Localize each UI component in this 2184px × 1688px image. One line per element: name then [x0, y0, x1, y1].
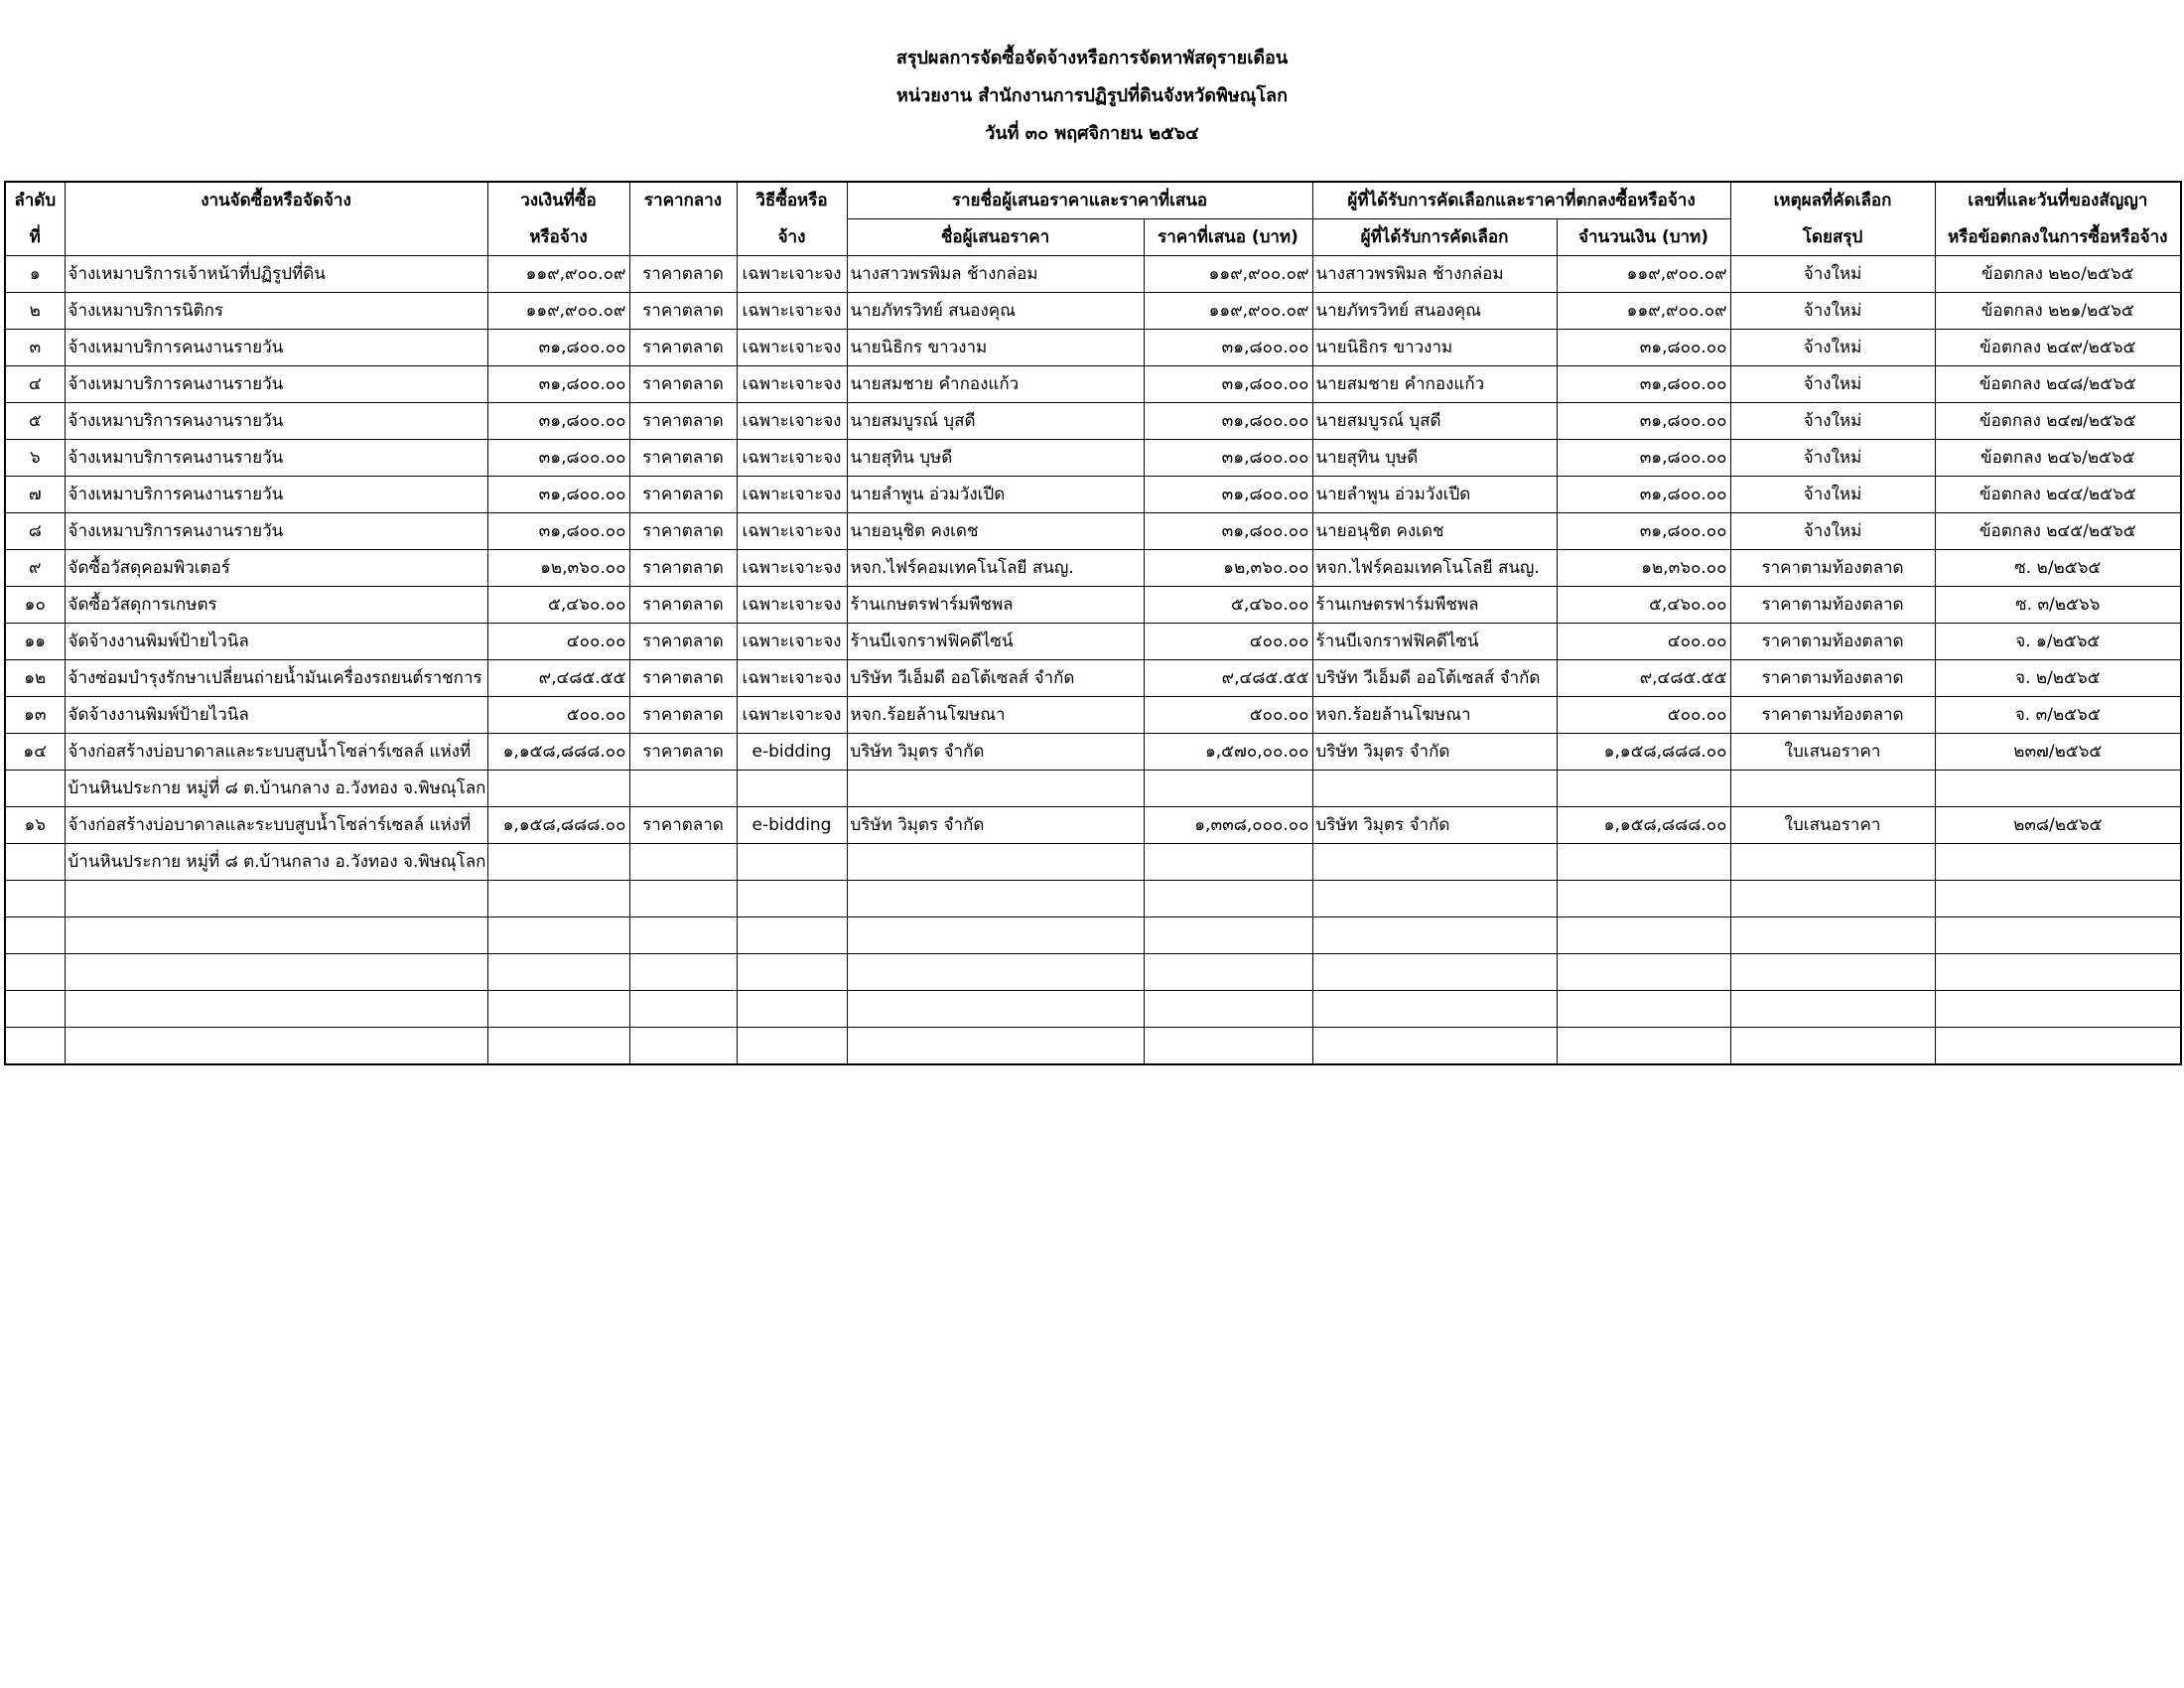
cell-reason — [1730, 844, 1935, 881]
cell-median: ราคาตลาด — [629, 403, 737, 440]
cell-median: ราคาตลาด — [629, 330, 737, 366]
table-row — [5, 844, 2181, 881]
cell-selected — [1312, 881, 1557, 917]
cell-selected: บริษัท วีเอ็มดี ออโต้เซลส์ จำกัด — [1312, 660, 1557, 697]
cell-median: ราคาตลาด — [629, 587, 737, 624]
cell-method: เฉพาะเจาะจง — [737, 440, 847, 477]
cell-no — [5, 844, 65, 881]
cell-work: จ้างก่อสร้างบ่อบาดาลและระบบสูบน้ำโซล่าร์เซลล์ แห่งที่ — [65, 734, 487, 771]
cell-work: จัดจ้างงานพิมพ์ป้ายไวนิล — [65, 624, 487, 660]
cell-contract: ๒๓๗/๒๕๖๕ — [1935, 734, 2181, 771]
cell-method — [737, 1028, 847, 1065]
cell-no: ๒ — [5, 293, 65, 330]
procurement-table — [4, 181, 2182, 1065]
cell-bidder: ร้านบีเจกราฟฟิคดีไซน์ — [847, 624, 1144, 660]
cell-reason: ราคาตามท้องตลาด — [1730, 660, 1935, 697]
cell-reason — [1730, 881, 1935, 917]
cell-method: เฉพาะเจาะจง — [737, 256, 847, 293]
cell-median: ราคาตลาด — [629, 477, 737, 513]
cell-amount — [1557, 917, 1730, 954]
cell-amount: ๑๑๙,๙๐๐.๐๙ — [1557, 293, 1730, 330]
cell-selected: ร้านบีเจกราฟฟิคดีไซน์ — [1312, 624, 1557, 660]
cell-bidder — [847, 771, 1144, 807]
cell-no — [5, 991, 65, 1028]
cell-reason: จ้างใหม่ — [1730, 440, 1935, 477]
cell-no — [5, 771, 65, 807]
cell-method: เฉพาะเจาะจง — [737, 697, 847, 734]
col-work-header-2 — [65, 219, 487, 256]
cell-contract: ข้อตกลง ๒๔๙/๒๕๖๕ — [1935, 330, 2181, 366]
table-row — [5, 256, 2181, 293]
col-bid-price-header: ราคาที่เสนอ (บาท) — [1144, 219, 1312, 256]
table-row — [5, 587, 2181, 624]
cell-selected — [1312, 954, 1557, 991]
col-method-header-2: จ้าง — [737, 219, 847, 256]
cell-work: จ้างเหมาบริการคนงานรายวัน — [65, 513, 487, 550]
cell-amount: ๑๒,๓๖๐.๐๐ — [1557, 550, 1730, 587]
cell-contract: ซ. ๒/๒๕๖๕ — [1935, 550, 2181, 587]
document-header — [0, 40, 2184, 153]
cell-contract: จ. ๒/๒๕๖๕ — [1935, 660, 2181, 697]
cell-bidder: หจก.ร้อยล้านโฆษณา — [847, 697, 1144, 734]
report-date: วันที่ ๓๐ พฤศจิกายน ๒๕๖๔ — [985, 123, 1199, 144]
table-row — [5, 513, 2181, 550]
cell-contract: ข้อตกลง ๒๒๐/๒๕๖๕ — [1935, 256, 2181, 293]
cell-bidder: นายลำพูน อ่วมวังเปีด — [847, 477, 1144, 513]
cell-contract: จ. ๓/๒๕๖๕ — [1935, 697, 2181, 734]
cell-work: จัดซื้อวัสดุการเกษตร — [65, 587, 487, 624]
cell-budget: ๑๒,๓๖๐.๐๐ — [487, 550, 629, 587]
cell-bidder: นายสมบูรณ์ บุสดี — [847, 403, 1144, 440]
cell-no: ๕ — [5, 403, 65, 440]
cell-bid-price — [1144, 991, 1312, 1028]
cell-median: ราคาตลาด — [629, 550, 737, 587]
cell-bid-price: ๕,๔๖๐.๐๐ — [1144, 587, 1312, 624]
cell-bidder: ร้านเกษตรฟาร์มพืชพล — [847, 587, 1144, 624]
cell-median: ราคาตลาด — [629, 697, 737, 734]
cell-reason — [1730, 954, 1935, 991]
table-row — [5, 697, 2181, 734]
cell-bidder — [847, 1028, 1144, 1065]
cell-bid-price: ๑,๓๓๘,๐๐๐.๐๐ — [1144, 807, 1312, 844]
cell-bidder: นายภัทรวิทย์ สนองคุณ — [847, 293, 1144, 330]
cell-bid-price — [1144, 917, 1312, 954]
cell-bid-price: ๑๑๙,๙๐๐.๐๙ — [1144, 256, 1312, 293]
cell-method — [737, 917, 847, 954]
cell-selected: นายสมชาย คำกองแก้ว — [1312, 366, 1557, 403]
cell-method — [737, 844, 847, 881]
cell-no: ๑๐ — [5, 587, 65, 624]
cell-no: ๖ — [5, 440, 65, 477]
cell-reason: ราคาตามท้องตลาด — [1730, 624, 1935, 660]
table-row — [5, 991, 2181, 1028]
cell-amount: ๕,๔๖๐.๐๐ — [1557, 587, 1730, 624]
cell-amount — [1557, 844, 1730, 881]
cell-contract: ข้อตกลง ๒๔๔/๒๕๖๕ — [1935, 477, 2181, 513]
table-row — [5, 440, 2181, 477]
cell-no — [5, 881, 65, 917]
cell-reason: ใบเสนอราคา — [1730, 734, 1935, 771]
cell-bidder: นางสาวพรพิมล ช้างกล่อม — [847, 256, 1144, 293]
table-row — [5, 477, 2181, 513]
cell-budget: ๓๑,๘๐๐.๐๐ — [487, 403, 629, 440]
col-bidders-group-header: รายชื่อผู้เสนอราคาและราคาที่เสนอ — [847, 182, 1312, 219]
cell-contract: ๒๓๘/๒๕๖๕ — [1935, 807, 2181, 844]
cell-median: ราคาตลาด — [629, 366, 737, 403]
table-row — [5, 330, 2181, 366]
cell-bidder — [847, 917, 1144, 954]
cell-work: จ้างเหมาบริการคนงานรายวัน — [65, 366, 487, 403]
cell-bid-price: ๓๑,๘๐๐.๐๐ — [1144, 477, 1312, 513]
cell-reason: จ้างใหม่ — [1730, 366, 1935, 403]
cell-median — [629, 991, 737, 1028]
cell-selected: นางสาวพรพิมล ช้างกล่อม — [1312, 256, 1557, 293]
cell-method: เฉพาะเจาะจง — [737, 587, 847, 624]
cell-work: จ้างซ่อมบำรุงรักษาเปลี่ยนถ่ายน้ำมันเครื่องรถยนต์ราชการ — [65, 660, 487, 697]
cell-budget: ๑๑๙,๙๐๐.๐๙ — [487, 256, 629, 293]
cell-work: จ้างเหมาบริการคนงานรายวัน — [65, 440, 487, 477]
agency-line: หน่วยงาน สำนักงานการปฏิรูปที่ดินจังหวัดพิษณุโลก — [896, 85, 1288, 106]
cell-method: เฉพาะเจาะจง — [737, 477, 847, 513]
cell-contract — [1935, 917, 2181, 954]
cell-amount: ๑,๑๕๘,๘๘๘.๐๐ — [1557, 807, 1730, 844]
cell-median — [629, 1028, 737, 1065]
cell-contract — [1935, 991, 2181, 1028]
cell-budget: ๕,๔๖๐.๐๐ — [487, 587, 629, 624]
cell-method — [737, 771, 847, 807]
cell-contract — [1935, 954, 2181, 991]
cell-method — [737, 954, 847, 991]
cell-budget: ๑๑๙,๙๐๐.๐๙ — [487, 293, 629, 330]
cell-budget: ๓๑,๘๐๐.๐๐ — [487, 440, 629, 477]
cell-selected: นายนิธิกร ขาวงาม — [1312, 330, 1557, 366]
table-row — [5, 881, 2181, 917]
cell-budget: ๙,๔๘๕.๕๕ — [487, 660, 629, 697]
table-row — [5, 1028, 2181, 1065]
table-row — [5, 954, 2181, 991]
cell-median — [629, 917, 737, 954]
cell-method: เฉพาะเจาะจง — [737, 513, 847, 550]
cell-no: ๑๖ — [5, 807, 65, 844]
cell-median — [629, 881, 737, 917]
cell-contract: จ. ๑/๒๕๖๕ — [1935, 624, 2181, 660]
cell-no — [5, 1028, 65, 1065]
cell-median: ราคาตลาด — [629, 624, 737, 660]
cell-bidder: บริษัท วิมุตร จำกัด — [847, 807, 1144, 844]
cell-selected: หจก.ไฟร์คอมเทคโนโลยี สนญ. — [1312, 550, 1557, 587]
cell-work: จ้างเหมาบริการนิติกร — [65, 293, 487, 330]
col-bidder-name-header: ชื่อผู้เสนอราคา — [847, 219, 1144, 256]
cell-no: ๘ — [5, 513, 65, 550]
cell-no: ๑๑ — [5, 624, 65, 660]
cell-selected — [1312, 991, 1557, 1028]
cell-budget: ๔๐๐.๐๐ — [487, 624, 629, 660]
cell-selected: บริษัท วิมุตร จำกัด — [1312, 807, 1557, 844]
cell-contract — [1935, 844, 2181, 881]
cell-work — [65, 881, 487, 917]
cell-selected — [1312, 917, 1557, 954]
cell-reason: ราคาตามท้องตลาด — [1730, 587, 1935, 624]
cell-method — [737, 991, 847, 1028]
col-no-header-2: ที่ — [5, 219, 65, 256]
cell-selected — [1312, 771, 1557, 807]
cell-no: ๑ — [5, 256, 65, 293]
cell-work — [65, 954, 487, 991]
cell-bid-price: ๓๑,๘๐๐.๐๐ — [1144, 366, 1312, 403]
cell-bidder: นายนิธิกร ขาวงาม — [847, 330, 1144, 366]
cell-contract: ข้อตกลง ๒๔๖/๒๕๖๕ — [1935, 440, 2181, 477]
col-budget-header: วงเงินที่ซื้อ — [487, 182, 629, 219]
cell-budget: ๓๑,๘๐๐.๐๐ — [487, 513, 629, 550]
cell-method: เฉพาะเจาะจง — [737, 550, 847, 587]
col-selected-name-header: ผู้ที่ได้รับการคัดเลือก — [1312, 219, 1557, 256]
cell-amount: ๓๑,๘๐๐.๐๐ — [1557, 403, 1730, 440]
cell-selected: นายสุทิน บุษดี — [1312, 440, 1557, 477]
report-title: สรุปผลการจัดซื้อจัดจ้างหรือการจัดหาพัสดุรายเดือน — [895, 48, 1289, 69]
cell-method: เฉพาะเจาะจง — [737, 403, 847, 440]
cell-bidder — [847, 954, 1144, 991]
cell-no — [5, 954, 65, 991]
cell-bidder: บริษัท วิมุตร จำกัด — [847, 734, 1144, 771]
cell-work: จ้างเหมาบริการเจ้าหน้าที่ปฏิรูปที่ดิน — [65, 256, 487, 293]
cell-budget: ๓๑,๘๐๐.๐๐ — [487, 330, 629, 366]
table-header — [5, 182, 2181, 256]
cell-median: ราคาตลาด — [629, 440, 737, 477]
cell-contract: ข้อตกลง ๒๒๑/๒๕๖๕ — [1935, 293, 2181, 330]
cell-no: ๑๒ — [5, 660, 65, 697]
cell-amount — [1557, 1028, 1730, 1065]
cell-reason — [1730, 1028, 1935, 1065]
cell-budget: ๑,๑๕๘,๘๘๘.๐๐ — [487, 807, 629, 844]
cell-bidder: บริษัท วีเอ็มดี ออโต้เซลส์ จำกัด — [847, 660, 1144, 697]
cell-reason — [1730, 771, 1935, 807]
cell-contract — [1935, 881, 2181, 917]
table-row — [5, 550, 2181, 587]
cell-bid-price: ๑๑๙,๙๐๐.๐๙ — [1144, 293, 1312, 330]
col-contract-header-2: หรือข้อตกลงในการซื้อหรือจ้าง — [1935, 219, 2181, 256]
cell-bidder: นายสมชาย คำกองแก้ว — [847, 366, 1144, 403]
table-body — [5, 256, 2181, 1065]
cell-contract: ข้อตกลง ๒๔๕/๒๕๖๕ — [1935, 513, 2181, 550]
cell-selected: นายสมบูรณ์ บุสดี — [1312, 403, 1557, 440]
cell-no: ๓ — [5, 330, 65, 366]
col-median-header-2 — [629, 219, 737, 256]
col-contract-header: เลขที่และวันที่ของสัญญา — [1935, 182, 2181, 219]
cell-amount: ๕๐๐.๐๐ — [1557, 697, 1730, 734]
cell-work: จ้างเหมาบริการคนงานรายวัน — [65, 403, 487, 440]
cell-median: ราคาตลาด — [629, 660, 737, 697]
cell-contract: ซ. ๓/๒๕๖๖ — [1935, 587, 2181, 624]
cell-bid-price — [1144, 844, 1312, 881]
cell-median: ราคาตลาด — [629, 807, 737, 844]
col-budget-header-2: หรือจ้าง — [487, 219, 629, 256]
cell-median — [629, 844, 737, 881]
cell-no: ๑๔ — [5, 734, 65, 771]
cell-amount: ๓๑,๘๐๐.๐๐ — [1557, 513, 1730, 550]
cell-amount: ๓๑,๘๐๐.๐๐ — [1557, 440, 1730, 477]
cell-amount: ๓๑,๘๐๐.๐๐ — [1557, 477, 1730, 513]
cell-work: จ้างเหมาบริการคนงานรายวัน — [65, 477, 487, 513]
cell-bid-price: ๑๒,๓๖๐.๐๐ — [1144, 550, 1312, 587]
cell-selected: ร้านเกษตรฟาร์มพืชพล — [1312, 587, 1557, 624]
cell-method: e-bidding — [737, 734, 847, 771]
cell-budget: ๑,๑๕๘,๘๘๘.๐๐ — [487, 734, 629, 771]
cell-selected: หจก.ร้อยล้านโฆษณา — [1312, 697, 1557, 734]
cell-bid-price — [1144, 954, 1312, 991]
table-row — [5, 807, 2181, 844]
cell-budget — [487, 1028, 629, 1065]
cell-bidder — [847, 991, 1144, 1028]
cell-selected — [1312, 1028, 1557, 1065]
cell-contract: ข้อตกลง ๒๔๗/๒๕๖๕ — [1935, 403, 2181, 440]
cell-selected: นายลำพูน อ่วมวังเปีด — [1312, 477, 1557, 513]
col-work-header: งานจัดซื้อหรือจัดจ้าง — [65, 182, 487, 219]
cell-work — [65, 1028, 487, 1065]
cell-median: ราคาตลาด — [629, 734, 737, 771]
cell-amount: ๔๐๐.๐๐ — [1557, 624, 1730, 660]
cell-method — [737, 881, 847, 917]
cell-work: จ้างเหมาบริการคนงานรายวัน — [65, 330, 487, 366]
cell-reason: จ้างใหม่ — [1730, 330, 1935, 366]
cell-budget — [487, 771, 629, 807]
cell-amount — [1557, 954, 1730, 991]
cell-reason: จ้างใหม่ — [1730, 403, 1935, 440]
col-method-header: วิธีซื้อหรือ — [737, 182, 847, 219]
cell-budget — [487, 881, 629, 917]
cell-reason: จ้างใหม่ — [1730, 293, 1935, 330]
table-row — [5, 366, 2181, 403]
cell-bid-price — [1144, 1028, 1312, 1065]
cell-selected: นายภัทรวิทย์ สนองคุณ — [1312, 293, 1557, 330]
cell-selected: บริษัท วิมุตร จำกัด — [1312, 734, 1557, 771]
cell-median — [629, 771, 737, 807]
cell-median: ราคาตลาด — [629, 293, 737, 330]
table-row — [5, 660, 2181, 697]
cell-budget: ๓๑,๘๐๐.๐๐ — [487, 366, 629, 403]
cell-work — [65, 917, 487, 954]
cell-method: เฉพาะเจาะจง — [737, 330, 847, 366]
table-row — [5, 734, 2181, 771]
cell-work: จัดจ้างงานพิมพ์ป้ายไวนิล — [65, 697, 487, 734]
cell-reason: จ้างใหม่ — [1730, 256, 1935, 293]
table-row — [5, 917, 2181, 954]
cell-contract — [1935, 1028, 2181, 1065]
cell-reason: จ้างใหม่ — [1730, 513, 1935, 550]
cell-bidder — [847, 881, 1144, 917]
cell-budget — [487, 954, 629, 991]
cell-median: ราคาตลาด — [629, 513, 737, 550]
col-median-header: ราคากลาง — [629, 182, 737, 219]
cell-budget — [487, 917, 629, 954]
cell-reason: ราคาตามท้องตลาด — [1730, 550, 1935, 587]
cell-amount — [1557, 881, 1730, 917]
cell-no: ๗ — [5, 477, 65, 513]
cell-bid-price — [1144, 771, 1312, 807]
cell-no: ๙ — [5, 550, 65, 587]
cell-work: จ้างก่อสร้างบ่อบาดาลและระบบสูบน้ำโซล่าร์เซลล์ แห่งที่ — [65, 807, 487, 844]
cell-no: ๔ — [5, 366, 65, 403]
cell-median — [629, 954, 737, 991]
cell-bidder: นายอนุชิต คงเดช — [847, 513, 1144, 550]
cell-bid-price: ๓๑,๘๐๐.๐๐ — [1144, 403, 1312, 440]
cell-budget — [487, 844, 629, 881]
cell-amount: ๑๑๙,๙๐๐.๐๙ — [1557, 256, 1730, 293]
cell-selected — [1312, 844, 1557, 881]
cell-bid-price: ๓๑,๘๐๐.๐๐ — [1144, 440, 1312, 477]
col-reason-header: เหตุผลที่คัดเลือก — [1730, 182, 1935, 219]
cell-no: ๑๓ — [5, 697, 65, 734]
cell-work — [65, 991, 487, 1028]
cell-method: เฉพาะเจาะจง — [737, 624, 847, 660]
cell-amount: ๓๑,๘๐๐.๐๐ — [1557, 366, 1730, 403]
cell-amount: ๑,๑๕๘,๘๘๘.๐๐ — [1557, 734, 1730, 771]
cell-reason — [1730, 917, 1935, 954]
cell-bid-price: ๔๐๐.๐๐ — [1144, 624, 1312, 660]
cell-reason: ราคาตามท้องตลาด — [1730, 697, 1935, 734]
cell-method: e-bidding — [737, 807, 847, 844]
cell-amount: ๙,๔๘๕.๕๕ — [1557, 660, 1730, 697]
cell-work: จัดซื้อวัสดุคอมพิวเตอร์ — [65, 550, 487, 587]
col-amount-header: จำนวนเงิน (บาท) — [1557, 219, 1730, 256]
cell-selected: นายอนุชิต คงเดช — [1312, 513, 1557, 550]
col-selected-group-header: ผู้ที่ได้รับการคัดเลือกและราคาที่ตกลงซื้อหรือจ้าง — [1312, 182, 1730, 219]
cell-amount — [1557, 771, 1730, 807]
table-row — [5, 293, 2181, 330]
table-row — [5, 403, 2181, 440]
col-no-header: ลำดับ — [5, 182, 65, 219]
cell-bid-price: ๕๐๐.๐๐ — [1144, 697, 1312, 734]
cell-bid-price: ๑,๕๗๐,๐๐.๐๐ — [1144, 734, 1312, 771]
table-row — [5, 624, 2181, 660]
cell-bidder: หจก.ไฟร์คอมเทคโนโลยี สนญ. — [847, 550, 1144, 587]
cell-amount — [1557, 991, 1730, 1028]
col-reason-header-2: โดยสรุป — [1730, 219, 1935, 256]
cell-budget — [487, 991, 629, 1028]
table-row — [5, 771, 2181, 807]
cell-work: บ้านหินประกาย หมู่ที่ ๘ ต.บ้านกลาง อ.วังทอง จ.พิษณุโลก — [65, 771, 487, 807]
cell-contract: ข้อตกลง ๒๔๘/๒๕๖๕ — [1935, 366, 2181, 403]
cell-bid-price: ๓๑,๘๐๐.๐๐ — [1144, 513, 1312, 550]
cell-budget: ๓๑,๘๐๐.๐๐ — [487, 477, 629, 513]
cell-median: ราคาตลาด — [629, 256, 737, 293]
cell-bid-price: ๓๑,๘๐๐.๐๐ — [1144, 330, 1312, 366]
cell-budget: ๕๐๐.๐๐ — [487, 697, 629, 734]
cell-reason — [1730, 991, 1935, 1028]
cell-reason: ใบเสนอราคา — [1730, 807, 1935, 844]
cell-bidder: นายสุทิน บุษดี — [847, 440, 1144, 477]
cell-method: เฉพาะเจาะจง — [737, 660, 847, 697]
cell-work: บ้านหินประกาย หมู่ที่ ๘ ต.บ้านกลาง อ.วังทอง จ.พิษณุโลก — [65, 844, 487, 881]
cell-method: เฉพาะเจาะจง — [737, 293, 847, 330]
cell-bid-price: ๙,๔๘๕.๕๕ — [1144, 660, 1312, 697]
cell-no — [5, 917, 65, 954]
cell-bidder — [847, 844, 1144, 881]
cell-method: เฉพาะเจาะจง — [737, 366, 847, 403]
cell-reason: จ้างใหม่ — [1730, 477, 1935, 513]
cell-contract — [1935, 771, 2181, 807]
cell-amount: ๓๑,๘๐๐.๐๐ — [1557, 330, 1730, 366]
cell-bid-price — [1144, 881, 1312, 917]
